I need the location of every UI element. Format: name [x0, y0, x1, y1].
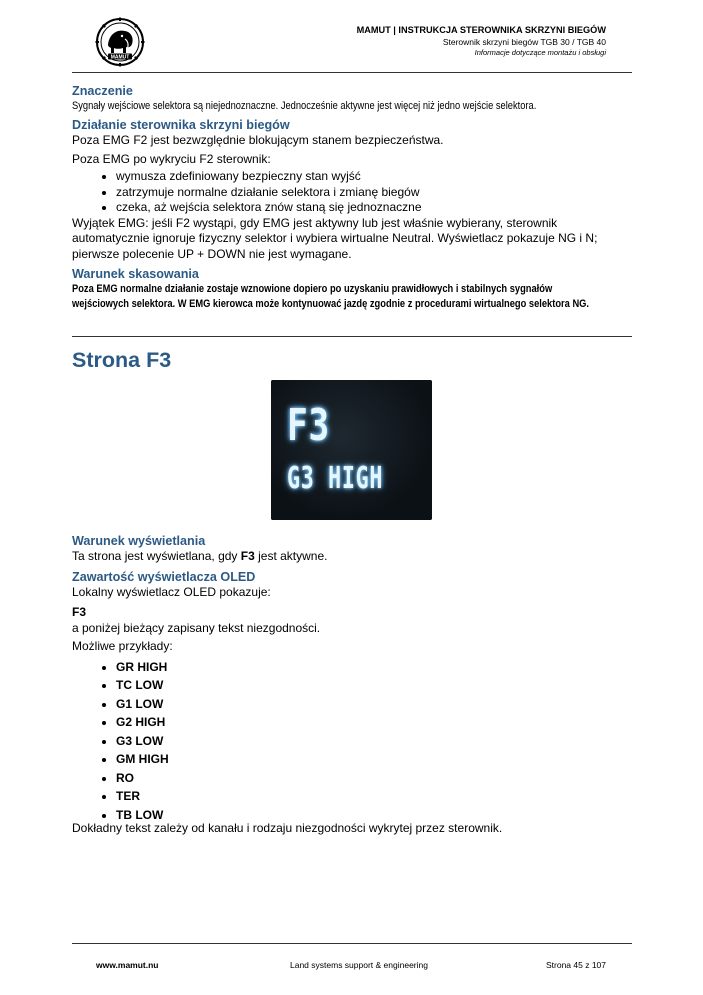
examples-label: Możliwe przykłady: [72, 639, 173, 653]
list-item: • TC LOW [116, 676, 632, 695]
code-description: a poniżej bieżący zapisany tekst niezgodności. [72, 620, 321, 635]
display-paragraph: Ta strona jest wyświetlana, gdy F3 jest aktywne. [72, 549, 328, 563]
display-heading: Warunek wyświetlania [72, 534, 206, 548]
list-item: • G3 LOW [116, 732, 632, 751]
section-title: Strona F3 [72, 348, 172, 372]
oled-line-1: F3 [287, 400, 330, 451]
header-divider [72, 72, 632, 73]
list-item: • zatrzymuje normalne działanie selektora i zmianę biegów [116, 185, 632, 201]
footer-divider [72, 943, 632, 944]
exception-paragraph: Wyjątek EMG: jeśli F2 wystąpi, gdy EMG jest aktywny lub jest właśnie wybierany, sterownik automatycznie ignoruje fizyczny selektor i wybiera wirtualne Neutral. Wyświetlacz pokazuje NG i N; pierwsze polecenie UP + DOWN nie jest wymagane. [72, 215, 598, 261]
list-item: • G2 HIGH [116, 713, 632, 732]
list-item: • G1 LOW [116, 695, 632, 714]
action-paragraph-1: Poza EMG F2 jest bezwzględnie blokującym stanem bezpieczeństwa. [72, 133, 444, 147]
header-subtitle: Sterownik skrzyni biegów TGB 30 / TGB 40 [442, 37, 606, 47]
action-heading: Działanie sterownika skrzyni biegów [72, 118, 290, 132]
display-code: F3 [240, 549, 255, 563]
oled-display-photo [271, 380, 432, 520]
section-divider [72, 336, 632, 337]
footer-website-link[interactable]: www.mamut.nu [96, 960, 159, 970]
meaning-text: Sygnały wejściowe selektora są niejednoznaczne. Jednocześnie aktywne jest więcej niż jedno wejście selektora. [72, 100, 537, 112]
reset-text-line-1: Poza EMG normalne działanie zostaje wznowione dopiero po uzyskaniu prawidłowych i stabilnych sygnałów [72, 283, 553, 295]
content-heading: Zawartość wyświetlacza OLED [72, 569, 256, 584]
meaning-heading: Znaczenie [72, 84, 133, 98]
logo-text: MAMUT [110, 54, 130, 61]
examples-list [72, 658, 632, 825]
section2-content [72, 533, 632, 837]
oled-line-2: G3 HIGH [287, 461, 384, 496]
header-info: Informacje dotyczące montażu i obsługi [474, 48, 606, 57]
code-label: F3 [72, 605, 87, 619]
footer-tagline: Land systems support & engineering [290, 960, 428, 970]
list-item: • TER [116, 787, 632, 806]
mamut-logo-icon [95, 17, 145, 67]
header-title: MAMUT | INSTRUKCJA STEROWNIKA SKRZYNI BIEGÓW [356, 25, 606, 35]
list-item: • GR HIGH [116, 658, 632, 677]
list-item: • GM HIGH [116, 750, 632, 769]
list-item: • wymusza zdefiniowany bezpieczny stan wyjść [116, 169, 632, 185]
main-content [72, 83, 632, 312]
reset-heading: Warunek skasowania [72, 267, 199, 281]
action-paragraph-2: Poza EMG po wykryciu F2 sterownik: [72, 151, 271, 166]
reset-text-line-2: wejściowych selektora. W EMG kierowca może kontynuować jazdę zgodnie z procedurami wirtualnego selektora NG. [72, 298, 590, 310]
list-item: • RO [116, 769, 632, 788]
content-paragraph: Lokalny wyświetlacz OLED pokazuje: [72, 584, 271, 599]
closing-paragraph: Dokładny tekst zależy od kanału i rodzaju niezgodności wykrytej przez sterownik. [72, 821, 503, 835]
page-number: Strona 45 z 107 [545, 960, 606, 970]
action-list [72, 169, 632, 216]
list-item: • czeka, aż wejścia selektora znów staną się jednoznaczne [116, 200, 632, 216]
list-item: • TB LOW [116, 806, 632, 825]
